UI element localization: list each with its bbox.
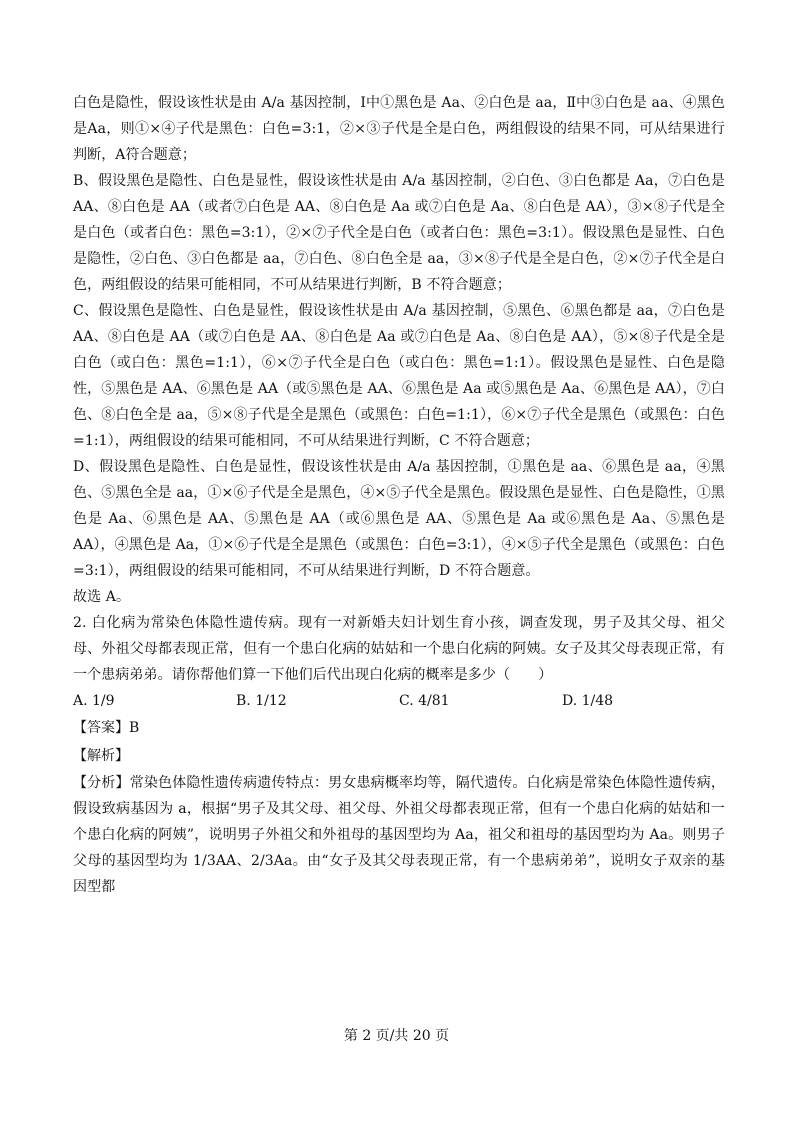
paragraph-option-d-explanation: D、假设黑色是隐性、白色是显性，假设该性状是由 A/a 基因控制，①黑色是 aa、⑥黑色是 aa，④黑色、⑤黑色全是 aa，①×⑥子代是全是黑色，④×⑤子代全是黑色。假设黑色是显性、白色是隐性，①黑色是 Aa、⑥黑色是 AA、⑤黑色是 AA（或⑥黑色是 AA、⑤黑色是 Aa 或⑥黑色是 Aa、⑤黑色是 AA），④黑色是 Aa，①×⑥子代是全是黑色（或黑色：白色=3:1），④×⑤子代全是黑色（或黑色：白色=3:1），两组假设的结果可能相同，不可从结果进行判断，D 不符合题意。: [73, 459, 725, 579]
paragraph-option-b-explanation: B、假设黑色是隐性、白色是显性，假设该性状是由 A/a 基因控制，②白色、③白色都是 Aa，⑦白色是 AA、⑧白色是 AA（或者⑦白色是 AA、⑧白色是 Aa 或⑦白色是 Aa、⑧白色是 AA），③×⑧子代是全是白色（或者白色：黑色=3:1），②×⑦子代全是白色（或者白色：黑色=3:1）。假设黑色是显性、白色是隐性，②白色、③白色都是 aa，⑦白色、⑧白色全是 aa，③×⑧子代是全是白色，②×⑦子代全是白色，两组假设的结果可能相同，不可从结果进行判断，B 不符合题意；: [73, 173, 725, 293]
option-b: B. 1/12: [236, 693, 287, 709]
paragraph-conclusion: 故选 A。: [73, 589, 131, 605]
paragraph-option-c-explanation: C、假设黑色是隐性、白色是显性，假设该性状是由 A/a 基因控制，⑤黑色、⑥黑色都是 aa，⑦白色是 AA、⑧白色是 AA（或⑦白色是 AA、⑧白色是 Aa 或⑦白色是 Aa、⑧白色是 AA），⑤×⑧子代是全是白色（或白色：黑色=1:1），⑥×⑦子代全是白色（或白色：黑色=1:1）。假设黑色是显性、白色是隐性，⑤黑色是 AA、⑥黑色是 AA（或⑤黑色是 AA、⑥黑色是 Aa 或⑤黑色是 Aa、⑥黑色是 AA），⑦白色、⑧白色全是 aa，⑤×⑧子代是全是黑色（或黑色：白色=1:1），⑥×⑦子代全是黑色（或黑色：白色=1:1），两组假设的结果可能相同，不可从结果进行判断，C 不符合题意；: [73, 303, 725, 449]
answer-options: [73, 688, 725, 714]
analysis-text: 【分析】常染色体隐性遗传病遗传特点：男女患病概率均等，隔代遗传。白化病是常染色体隐性遗传病，假设致病基因为 a，根据“男子及其父母、祖父母、外祖父母都表现正常，但有一个患白化病的姑姑和一个患白化病的阿姨”，说明男子外祖父和外祖母的基因型均为 Aa，祖父和祖母的基因型均为 Aa。则男子父母的基因型均为 1/3AA、2/3Aa。由“女子及其父母表现正常，有一个患病弟弟”，说明女子双亲的基因型都: [73, 775, 725, 895]
option-c: C. 4/81: [399, 693, 450, 709]
analysis-label: 【解析】: [73, 748, 129, 764]
option-a: A. 1/9: [73, 693, 115, 709]
option-d: D. 1/48: [562, 693, 614, 709]
paragraph-option-a-explanation: 白色是隐性，假设该性状是由 A/a 基因控制，Ⅰ中①黑色是 Aa、②白色是 aa，Ⅱ中③白色是 aa、④黑色是Aa，则①×④子代是黑色：白色=3:1，②×③子代是全是白色，两组假设的结果不同，可从结果进行判断，A符合题意；: [73, 95, 725, 163]
page-footer: 第 2 页/共 20 页: [343, 1028, 450, 1044]
question-2-text: 2. 白化病为常染色体隐性遗传病。现有一对新婚夫妇计划生育小孩，调查发现，男子及其父母、祖父母、外祖父母都表现正常，但有一个患白化病的姑姑和一个患白化病的阿姨。女子及其父母表现正常，有一个患病弟弟。请你帮他们算一下他们后代出现白化病的概率是多少（ ）: [73, 615, 725, 683]
page-content: [73, 90, 725, 900]
answer-line: 【答案】B: [73, 720, 140, 736]
